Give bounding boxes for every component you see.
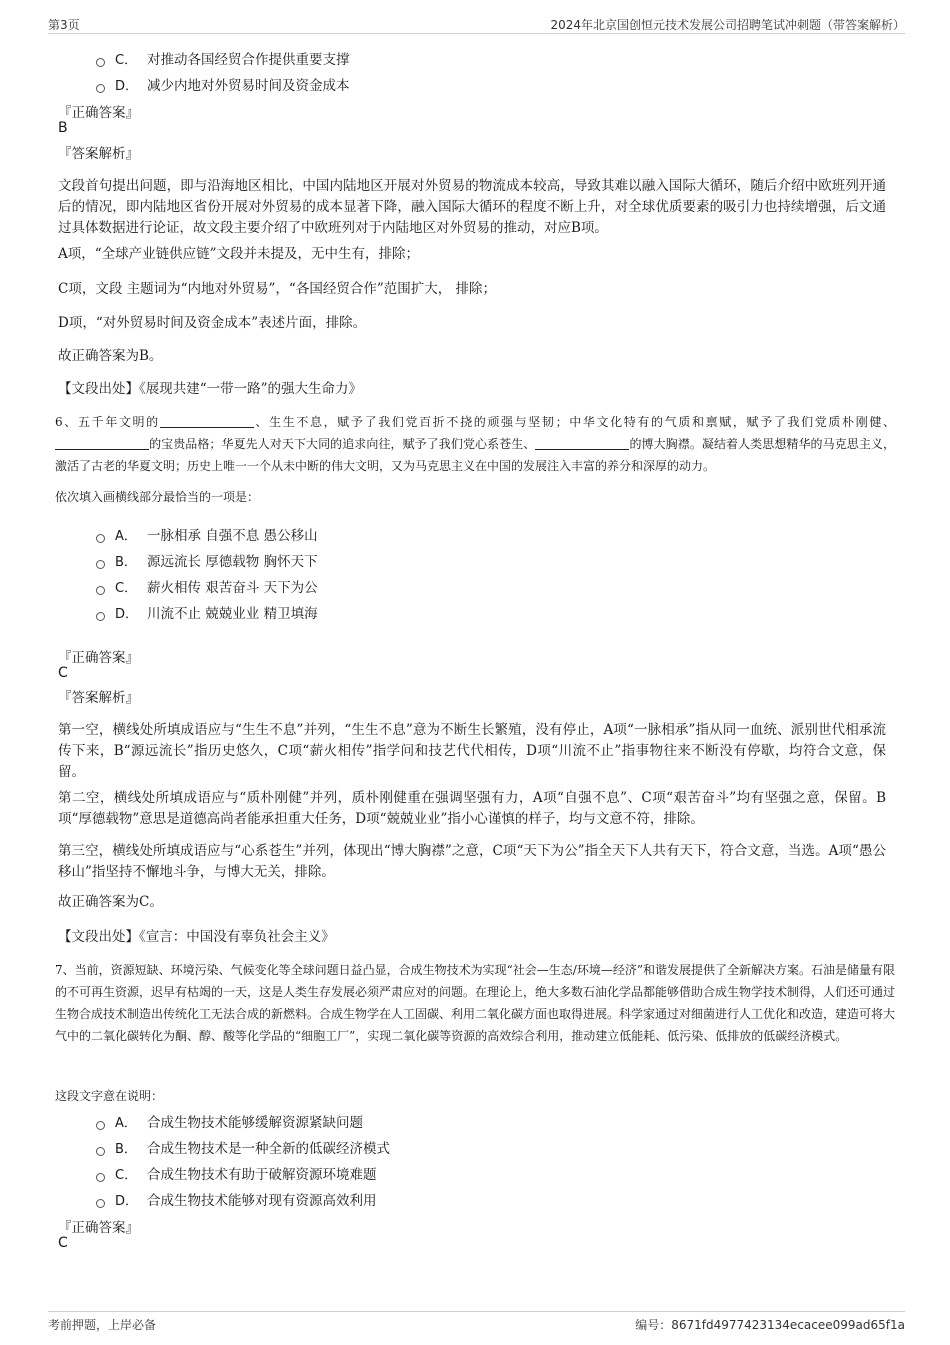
option-text: 川流不止 兢兢业业 精卫填海 — [147, 606, 318, 622]
q6-option-d[interactable]: D． 川流不止 兢兢业业 精卫填海 — [96, 602, 318, 622]
document-title: 2024年北京国创恒元技术发展公司招聘笔试冲刺题（带答案解析） — [550, 18, 905, 32]
q7-option-a[interactable]: A． 合成生物技术能够缓解资源紧缺问题 — [96, 1111, 363, 1131]
page-footer — [48, 1311, 905, 1335]
q5-answer: B — [58, 120, 68, 136]
footer-slogan: 考前押题，上岸必备 — [48, 1318, 157, 1332]
q5-analysis-paragraph: D项，“对外贸易时间及资金成本”表述片面，排除。 — [58, 315, 367, 331]
option-text: 源远流长 厚德载物 胸怀天下 — [147, 554, 318, 570]
radio-icon[interactable] — [96, 1147, 105, 1156]
q6-conclusion: 故正确答案为C。 — [58, 894, 163, 910]
option-text: 合成生物技术能够缓解资源紧缺问题 — [147, 1115, 363, 1131]
option-text: 合成生物技术能够对现有资源高效利用 — [147, 1193, 377, 1209]
q6-source: 【文段出处】《宣言：中国没有辜负社会主义》 — [58, 929, 335, 945]
option-text: 减少内地对外贸易时间及资金成本 — [147, 78, 350, 94]
q7-option-b[interactable]: B． 合成生物技术是一种全新的低碳经济模式 — [96, 1137, 390, 1157]
q6-option-b[interactable]: B． 源远流长 厚德载物 胸怀天下 — [96, 550, 318, 570]
q6-prompt: 依次填入画横线部分最恰当的一项是： — [55, 490, 260, 504]
radio-icon[interactable] — [96, 586, 105, 595]
radio-icon[interactable] — [96, 84, 105, 93]
q5-conclusion: 故正确答案为B。 — [58, 348, 163, 364]
fill-blank — [535, 437, 629, 450]
q6-analysis-paragraph: 第二空，横线处所填成语应与“质朴刚健”并列，质朴刚健重在强调坚强有力，A项“自强不息”、C项“艰苦奋斗”均有坚强之意，保留。B项“厚德载物”意思是道德高尚者能承担重大任务，D项“兢兢业业”指小心谨慎的样子，均与文意不符，排除。 — [58, 790, 886, 827]
q5-analysis-paragraph: C项，文段 主题词为“内地对外贸易”，“各国经贸合作”范围扩大， 排除； — [58, 281, 497, 297]
q6-analysis-paragraph: 第一空，横线处所填成语应与“生生不息”并列，“生生不息”意为不断生长繁殖，没有停止，A项“一脉相承”指从同一血统、派别世代相承流传下来，B“源远流长”指历史悠久，C项“薪火相传”指学问和技艺代代相传，D项“川流不止”指事物往来不断没有停歇，均符合文意，保留。 — [58, 722, 886, 780]
q5-analysis-label: 『答案解析』 — [58, 146, 139, 162]
radio-icon[interactable] — [96, 612, 105, 621]
q7-answer: C — [58, 1235, 68, 1251]
q6-analysis-label: 『答案解析』 — [58, 690, 139, 706]
document-id: 编号：8671fd4977423134ecacee099ad65f1a — [635, 1318, 905, 1332]
q6-answer: C — [58, 665, 68, 681]
radio-icon[interactable] — [96, 534, 105, 543]
q5-option-c[interactable]: C． 对推动各国经贸合作提供重要支撑 — [96, 48, 350, 68]
q5-analysis-paragraph: A项，“全球产业链供应链”文段并未提及，无中生有，排除； — [58, 246, 420, 262]
q6-analysis-paragraph: 第三空，横线处所填成语应与“心系苍生”并列，体现出“博大胸襟”之意，C项“天下为公”指全天下人共有天下，符合文意，当选。A项“愚公移山”指坚持不懈地斗争，与博大无关，排除。 — [58, 843, 886, 880]
q7-answer-label: 『正确答案』 — [58, 1220, 139, 1236]
option-text: 合成生物技术有助于破解资源环境难题 — [147, 1167, 377, 1183]
q5-source: 【文段出处】《展现共建“一带一路”的强大生命力》 — [58, 381, 363, 397]
option-text: 对推动各国经贸合作提供重要支撑 — [147, 52, 350, 68]
option-text: 合成生物技术是一种全新的低碳经济模式 — [147, 1141, 390, 1157]
page-number: 第3页 — [48, 18, 80, 32]
q7-prompt: 这段文字意在说明： — [55, 1089, 164, 1103]
q6-option-c[interactable]: C． 薪火相传 艰苦奋斗 天下为公 — [96, 576, 318, 596]
option-text: 薪火相传 艰苦奋斗 天下为公 — [147, 580, 318, 596]
radio-icon[interactable] — [96, 1199, 105, 1208]
radio-icon[interactable] — [96, 560, 105, 569]
radio-icon[interactable] — [96, 58, 105, 67]
q5-answer-label: 『正确答案』 — [58, 105, 139, 121]
q6-stem: 6、五千年文明的 、生生不息，赋予了我们党百折不挠的顽强与坚韧；中华文化特有的气质和禀赋，赋予了我们党质朴刚健、的宝贵品格；华夏先人对天下大同的追求向往，赋予了我们党心系苍生、 的博大胸襟。凝结着人类思想精华的马克思主义，激活了古老的华夏文明；历史上唯一一个从未中断的伟大文明，又为马克思主义在中国的发展注入丰富的养分和深厚的动力。 — [55, 415, 895, 473]
q7-option-c[interactable]: C． 合成生物技术有助于破解资源环境难题 — [96, 1163, 377, 1183]
q6-option-a[interactable]: A． 一脉相承 自强不息 愚公移山 — [96, 524, 318, 544]
q7-option-d[interactable]: D． 合成生物技术能够对现有资源高效利用 — [96, 1189, 377, 1209]
q5-analysis-paragraph: 文段首句提出问题，即与沿海地区相比，中国内陆地区开展对外贸易的物流成本较高，导致其难以融入国际大循环，随后介绍中欧班列开通后的情况，即内陆地区省份开展对外贸易的成本显著下降，融入国际大循环的程度不断上升，对全球优质要素的吸引力也持续增强，后文通过具体数据进行论证，故文段主要介绍了中欧班列对于内陆地区对外贸易的推动，对应B项。 — [58, 178, 886, 236]
radio-icon[interactable] — [96, 1121, 105, 1130]
fill-blank — [55, 437, 149, 450]
radio-icon[interactable] — [96, 1173, 105, 1182]
q6-answer-label: 『正确答案』 — [58, 650, 139, 666]
page-header — [48, 14, 905, 34]
fill-blank — [160, 415, 254, 428]
q7-stem: 7、当前，资源短缺、环境污染、气候变化等全球问题日益凸显，合成生物技术为实现“社会—生态/环境—经济”和谐发展提供了全新解决方案。石油是储量有限的不可再生资源，迟早有枯竭的一天，这是人类生存发展必须严肃应对的问题。在理论上，绝大多数石油化学品都能够借助合成生物学技术制得，人们还可通过生物合成技术制造出传统化工无法合成的新燃料。合成生物学在人工固碳、利用二氧化碳方面也取得进展。科学家通过对细菌进行人工优化和改造，建造可将大气中的二氧化碳转化为酮、醇、酸等化学品的“细胞工厂”，实现二氧化碳等资源的高效综合利用，推动建立低能耗、低污染、低排放的低碳经济模式。 — [55, 963, 896, 1043]
q5-option-d[interactable]: D． 减少内地对外贸易时间及资金成本 — [96, 74, 350, 94]
option-text: 一脉相承 自强不息 愚公移山 — [147, 528, 318, 544]
